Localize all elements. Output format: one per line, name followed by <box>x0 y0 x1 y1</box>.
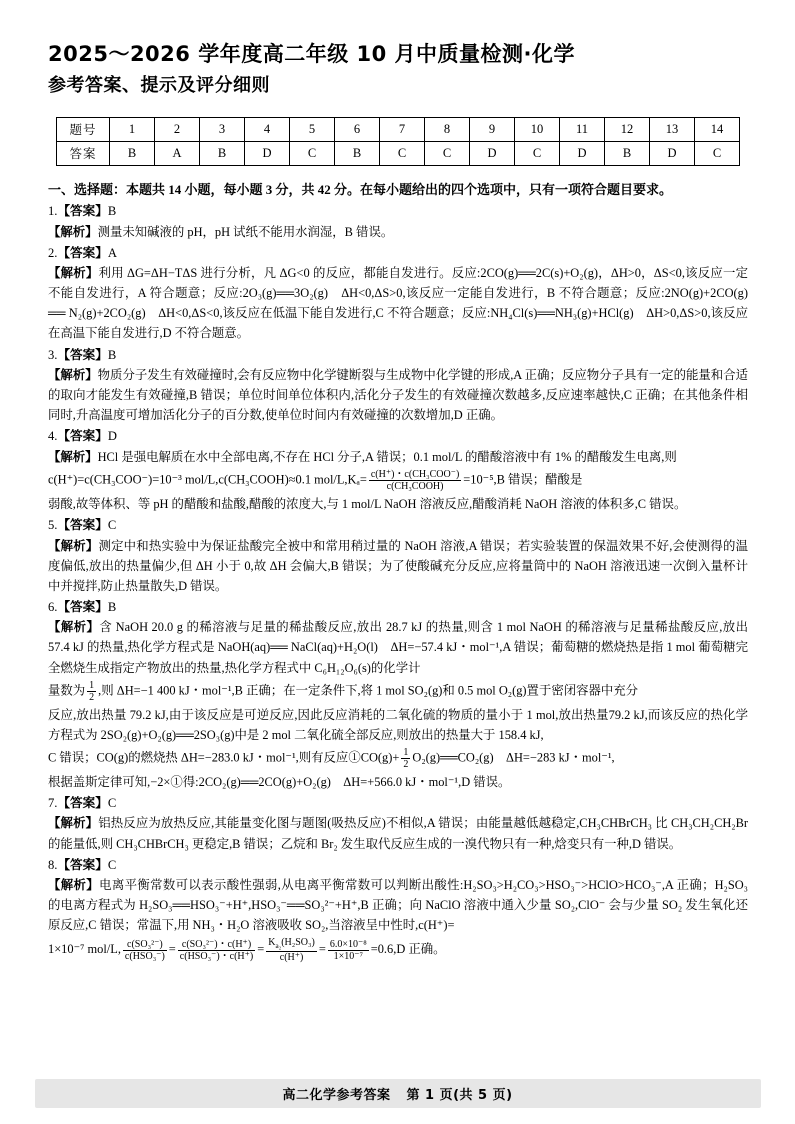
q-no-10: 10 <box>515 117 560 141</box>
explanation-tag-2: 【解析】 <box>48 266 99 281</box>
explanation-tag-1: 【解析】 <box>48 224 98 239</box>
explanation-text-4b: c(H⁺)=c(CH₃COO⁻)=10⁻³ mol/L,c(CH₃COOH)≈0.1 mol/L,Kₐ= <box>48 472 367 487</box>
explanation-tag-6: 【解析】 <box>48 620 100 635</box>
question-number-8: 8. <box>48 857 58 872</box>
answer-value-4: D <box>107 429 117 444</box>
explanation-text-3: 物质分子发生有效碰撞时,会有反应物中化学键断裂与生成物中化学键的形成,A 正确；反应物分子具有一定的能量和合适的取向才能发生有效碰撞,B 错误；单位时间单位体积内,活化分子发生的有效碰撞次数越多,反应速率越快,C 正确；在其他条件相同时,升高温度可增加活化分子的百分数,使单位时间内有效碰撞的次数增加,D 正确。 <box>48 368 749 423</box>
answer-10: C <box>515 141 560 165</box>
explanation-6-p4 <box>48 747 748 770</box>
answer-5: C <box>290 141 335 165</box>
fraction-denominator: 2 <box>89 691 95 703</box>
explanation-text-1: 测量未知碱液的 pH，pH 试纸不能用水润湿，B 错误。 <box>97 224 394 239</box>
answer-value-5: C <box>107 518 117 533</box>
explanation-4-line3 <box>48 494 748 514</box>
q-no-7: 7 <box>380 117 425 141</box>
explanation-6-p1 <box>48 617 748 677</box>
fraction-denominator: c(CH₃COOH) <box>386 480 444 492</box>
explanation-text-8-p1: 电离平衡常数可以表示酸性强弱,从电离平衡常数可以判断出酸性:H₂SO₃>H₂CO₃>HSO₃⁻>HClO>HCO₃⁻,A 正确；H₂SO₃ 的电离方程式为 H₂SO₃══HSO₃⁻+H⁺,HSO₃⁻══SO₃²⁻+H⁺,B 正确；向 NaClO 溶液中通入少量 SO₂,ClO⁻ 会与少量 SO₂ 发生氧化还原反应,C 错误；常温下,用 NH₃・H₂O 溶液吸收 SO₂,当溶液呈中性时,c(H⁺)= <box>48 878 748 933</box>
answer-line-3 <box>48 346 748 366</box>
answer-line-8 <box>48 856 748 876</box>
answer-value-7: C <box>107 795 117 810</box>
answer-label-6: 【答案】 <box>57 599 108 614</box>
explanation-text-8-p2-pre: 1×10⁻⁷ mol/L, <box>48 942 121 957</box>
answer-value-1: B <box>107 204 117 219</box>
explanation-2 <box>48 263 748 343</box>
q-no-6: 6 <box>335 117 380 141</box>
equals-2: = <box>257 942 265 957</box>
question-number-1: 1. <box>48 204 58 219</box>
q-no-14: 14 <box>695 117 740 141</box>
answer-12: B <box>605 141 650 165</box>
question-number-7: 7. <box>48 795 58 810</box>
answer-3: B <box>200 141 245 165</box>
explanation-6-p3 <box>48 705 748 745</box>
fraction-numerator: c(SO₃²⁻) <box>123 939 167 951</box>
answer-value-2: A <box>107 245 117 260</box>
answer-label-8: 【答案】 <box>57 857 108 872</box>
answer-2: A <box>155 141 200 165</box>
footer-title: 高二化学参考答案 <box>282 1088 391 1103</box>
explanation-text-6-p2-pre: 量数为 <box>48 683 86 698</box>
answer-1: B <box>110 141 155 165</box>
equals-1: = <box>168 942 176 957</box>
explanation-text-4c: 弱酸,故等体积、等 pH 的醋酸和盐酸,醋酸的浓度大,与 1 mol/L NaOH 溶液反应,醋酸消耗 NaOH 溶液的体积多,C 错误。 <box>48 496 687 511</box>
answer-6: B <box>335 141 380 165</box>
answer-line-7 <box>48 794 748 814</box>
fraction-numerator: 1 <box>89 679 95 691</box>
answer-line-1 <box>48 202 748 222</box>
q-no-9: 9 <box>470 117 515 141</box>
explanation-tag-7: 【解析】 <box>48 816 99 831</box>
fraction-ratio-4 <box>328 939 369 962</box>
answer-14: C <box>695 141 740 165</box>
question-number-4: 4. <box>48 429 58 444</box>
question-block-1 <box>48 202 748 242</box>
answer-8: C <box>425 141 470 165</box>
answer-value-6: B <box>107 599 117 614</box>
q-no-2: 2 <box>155 117 200 141</box>
explanation-8-p1 <box>48 875 748 935</box>
answer-label-2: 【答案】 <box>57 245 108 260</box>
answer-value-3: B <box>107 347 117 362</box>
page-subtitle: 参考答案、提示及评分细则 <box>48 75 270 97</box>
explanation-3 <box>48 365 748 425</box>
q-no-3: 3 <box>200 117 245 141</box>
answer-key-table <box>56 117 740 166</box>
answer-line-6 <box>48 598 748 618</box>
explanation-4 <box>48 447 748 467</box>
explanation-tag-5: 【解析】 <box>48 538 99 553</box>
answer-line-4 <box>48 427 748 447</box>
question-block-2 <box>48 244 748 344</box>
section-heading: 一、选择题：本题共 14 小题，每小题 3 分，共 42 分。在每小题给出的四个选项中，只有一项符合题目要求。 <box>48 181 673 197</box>
page-title: 2025～2026 学年度高二年级 10 月中质量检测·化学 <box>48 42 576 66</box>
explanation-text-8-tail: =0.6,D 正确。 <box>370 942 446 957</box>
q-no-11: 11 <box>560 117 605 141</box>
explanation-text-4a: HCl 是强电解质在水中全部电离,不存在 HCl 分子,A 错误；0.1 mol/L 的醋酸溶液中有 1% 的醋酸发生电离,则 <box>97 449 677 464</box>
fraction-half-1 <box>87 680 96 703</box>
fraction-half-2 <box>401 747 410 770</box>
question-block-8 <box>48 856 748 964</box>
explanation-text-6-p4: O₂(g)══CO₂(g) ΔH=−283 kJ・mol⁻¹, <box>412 750 615 765</box>
explanation-text-6-p1: 含 NaOH 20.0 g 的稀溶液与足量的稀盐酸反应,放出 28.7 kJ 的热量,则含 1 mol NaOH 的稀溶液与足量稀盐酸反应,放出 57.4 kJ 的热量,热化学方程式是 NaOH(aq)══ NaCl(aq)+H₂O(l) ΔH=−57.4 kJ・mol⁻¹,A 错误；葡萄糖的燃烧热是指 1 mol 葡萄糖完全燃烧生成指定产物放出的热量,热化学方程式中 C₆H₁₂O₆(s)的化学计 <box>48 620 749 675</box>
q-no-4: 4 <box>245 117 290 141</box>
answer-label-1: 【答案】 <box>57 204 108 219</box>
q-no-5: 5 <box>290 117 335 141</box>
question-number-3: 3. <box>48 347 58 362</box>
explanation-text-5: 测定中和热实验中为保证盐酸完全被中和常用稍过量的 NaOH 溶液,A 错误；若实验装置的保温效果不好,会使测得的温度偏低,放出的热量偏少,但 ΔH 小于 0,故 ΔH 会偏大,B 错误；为了使酸碱充分反应,应将量筒中的 NaOH 溶液迅速一次倒入量杯计中并搅拌,防止热量散失,D 错误。 <box>48 538 748 593</box>
table-row <box>57 141 740 165</box>
answer-4: D <box>245 141 290 165</box>
answer-value-8: C <box>107 857 117 872</box>
fraction-numerator: c(SO₃²⁻)・c(H⁺) <box>178 939 255 951</box>
answer-13: D <box>650 141 695 165</box>
page-footer <box>0 1079 795 1108</box>
table-row <box>57 117 740 141</box>
explanation-7 <box>48 813 748 853</box>
answer-line-5 <box>48 516 748 536</box>
explanation-text-6-p4-pre: C 错误；CO(g)的燃烧热 ΔH=−283.0 kJ・mol⁻¹,则有反应①CO(g)+ <box>48 750 400 765</box>
explanation-tag-4: 【解析】 <box>48 449 98 464</box>
footer-bar <box>35 1079 761 1108</box>
fraction-ratio-1 <box>123 939 167 962</box>
footer-page-number: 第 1 页(共 5 页) <box>406 1088 513 1103</box>
row-header-question-no: 题号 <box>57 117 110 141</box>
answer-line-2 <box>48 244 748 264</box>
explanation-8-p2 <box>48 937 748 963</box>
fraction-ratio-2 <box>178 939 255 962</box>
explanation-1 <box>48 222 748 242</box>
question-number-2: 2. <box>48 245 58 260</box>
equals-3: = <box>318 942 326 957</box>
answer-9: D <box>470 141 515 165</box>
question-block-7 <box>48 794 748 854</box>
q-no-8: 8 <box>425 117 470 141</box>
explanation-text-6-p3: 反应,放出热量 79.2 kJ,由于该反应是可逆反应,因此反应消耗的二氧化硫的物质的量小于 1 mol,放出热量79.2 kJ,而该反应的热化学方程式为 2SO₂(g)+O₂(g)══2SO₃(g)中是 2 mol 二氧化硫全部反应,则放出的热量大于 158.4 kJ, <box>48 707 748 742</box>
fraction-denominator: 2 <box>403 758 409 770</box>
q-no-12: 12 <box>605 117 650 141</box>
question-number-5: 5. <box>48 518 58 533</box>
answer-table-container <box>48 117 748 166</box>
question-block-5 <box>48 516 748 596</box>
answer-7: C <box>380 141 425 165</box>
answer-label-4: 【答案】 <box>57 429 108 444</box>
row-header-answer: 答案 <box>57 141 110 165</box>
answer-label-3: 【答案】 <box>57 347 108 362</box>
explanation-text-6-p5: 根据盖斯定律可知,−2×①得:2CO₂(g)══2CO(g)+O₂(g) ΔH=+566.0 kJ・mol⁻¹,D 错误。 <box>48 774 511 789</box>
fraction-denominator: c(H⁺) <box>279 952 304 964</box>
explanation-text-4b-tail: =10⁻⁵,B 错误；醋酸是 <box>463 472 583 487</box>
explanation-text-2: 利用 ΔG=ΔH−TΔS 进行分析，凡 ΔG<0 的反应，都能自发进行。反应:2CO(g)══2C(s)+O₂(g)，ΔH>0，ΔS<0,该反应一定不能自发进行，A 符合题意；反应:2O₃(g)══3O₂(g) ΔH<0,ΔS>0,该反应一定能自发进行，B 不符合题意；反应:2NO(g)+2CO(g) ══ N₂(g)+2CO₂(g) ΔH<0,ΔS<0,该反应在低温下能自发进行,C 不符合题意；反应:NH₄Cl(s)══NH₃(g)+HCl(g) ΔH>0,ΔS>0,该反应在高温下能自发进行,D 不符合题意。 <box>48 266 748 341</box>
explanation-6-p5 <box>48 772 748 792</box>
answer-label-7: 【答案】 <box>57 795 108 810</box>
explanation-tag-3: 【解析】 <box>48 368 98 383</box>
explanation-tag-8: 【解析】 <box>48 878 100 893</box>
answer-11: D <box>560 141 605 165</box>
fraction-numerator: c(H⁺)・c(CH₃COO⁻) <box>370 468 460 480</box>
answer-label-5: 【答案】 <box>57 518 108 533</box>
fraction-numerator: 6.0×10⁻⁸ <box>329 938 367 950</box>
q-no-1: 1 <box>110 117 155 141</box>
explanation-5 <box>48 536 748 596</box>
explanation-text-7: 铝热反应为放热反应,其能量变化图与题图(吸热反应)不相似,A 错误；由能量越低越稳定,CH₃CHBrCH₃ 比 CH₃CH₂CH₂Br 的能量低,则 CH₃CHBrCH₃ 更稳定,B 错误；乙烷和 Br₂ 发生取代反应生成的一溴代物只有一种,焓变只有一种,D 错误。 <box>48 816 749 851</box>
fraction-denominator: c(HSO₃⁻) <box>124 950 165 962</box>
question-number-6: 6. <box>48 599 58 614</box>
fraction-ka <box>369 469 461 492</box>
explanation-text-6-p2: ,则 ΔH=−1 400 kJ・mol⁻¹,B 正确；在一定条件下,将 1 mol SO₂(g)和 0.5 mol O₂(g)置于密闭容器中充分 <box>98 683 639 698</box>
fraction-numerator: $K_{a_2}(H_2SO_3)$ <box>268 937 315 951</box>
fraction-denominator: 1×10⁻⁷ <box>333 950 363 962</box>
question-block-3 <box>48 346 748 426</box>
fraction-denominator: c(HSO₃⁻)・c(H⁺) <box>179 950 254 962</box>
question-block-4 <box>48 427 748 514</box>
document-content <box>48 40 748 965</box>
q-no-13: 13 <box>650 117 695 141</box>
explanation-4-line2 <box>48 469 748 492</box>
explanation-6-p2 <box>48 680 748 703</box>
fraction-ratio-3 <box>266 937 317 963</box>
fraction-numerator: 1 <box>403 746 409 758</box>
question-block-6 <box>48 598 748 792</box>
